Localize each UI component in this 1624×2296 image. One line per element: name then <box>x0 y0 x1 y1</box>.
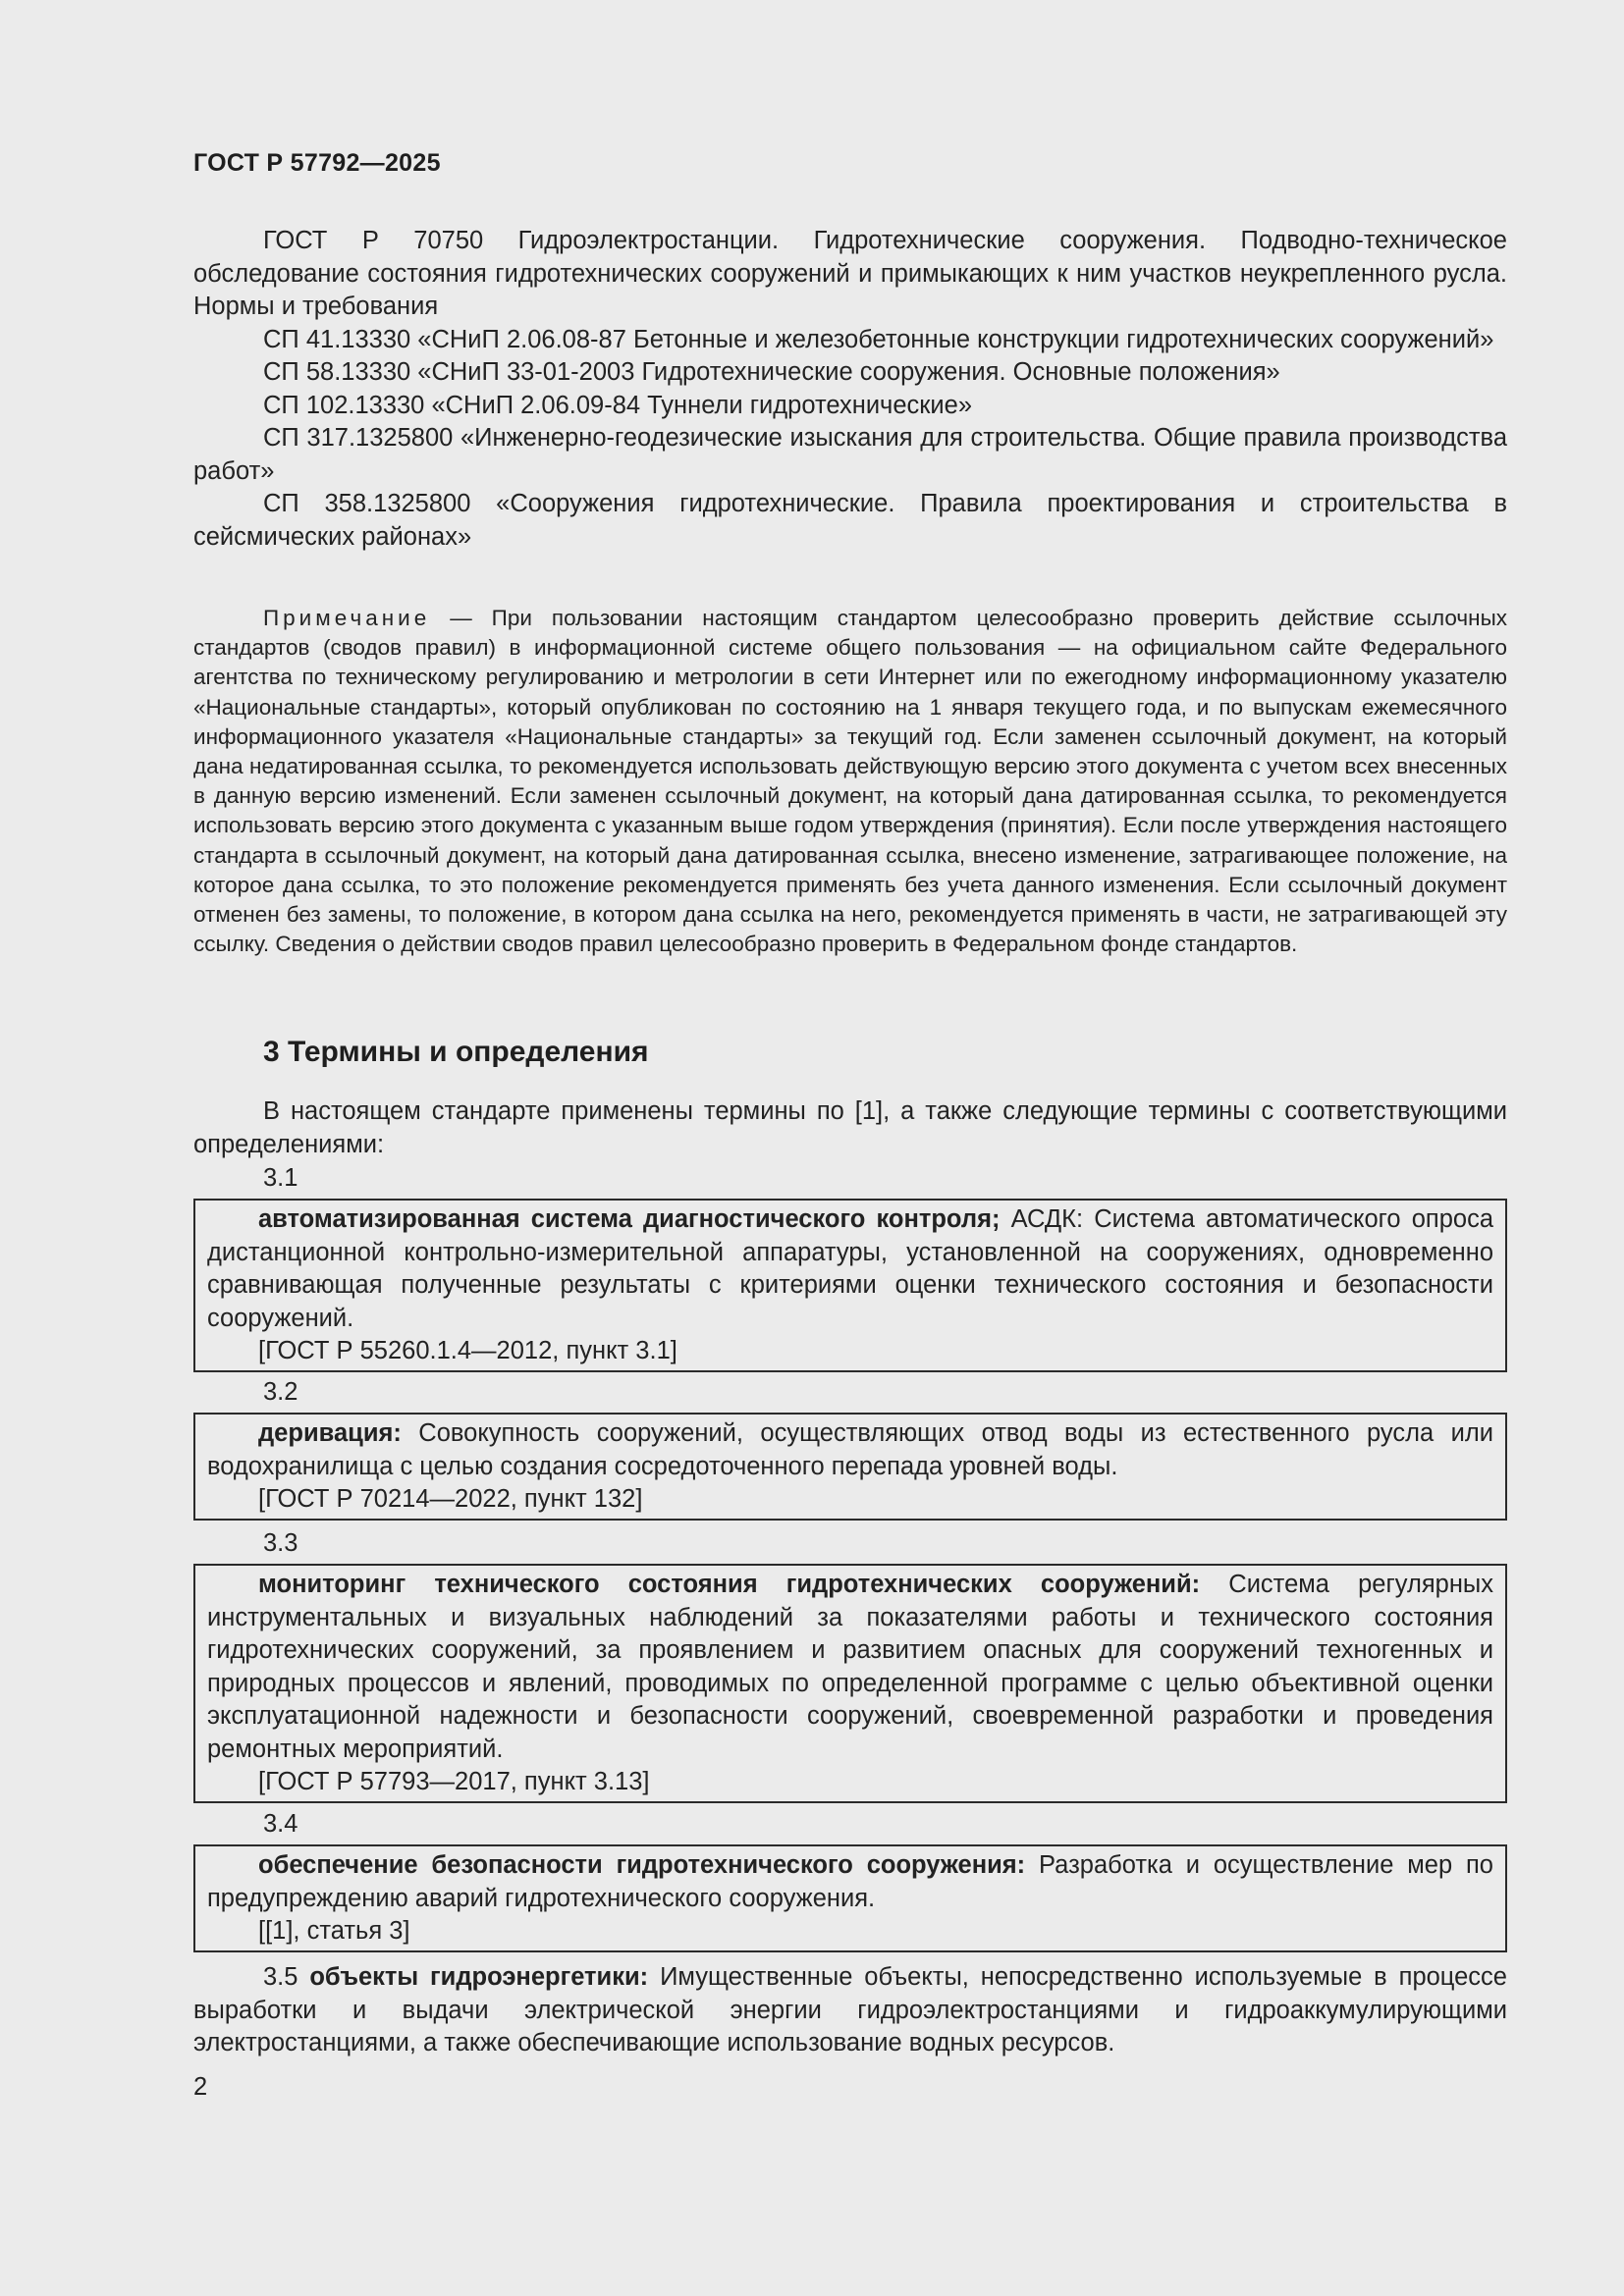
term-box <box>193 1564 1507 1803</box>
term-text: Совокупность сооружений, осуществляющих отвод воды из естественного русла или водохранилища с целью создания сосредоточенного перепада уровней воды. <box>207 1419 1493 1480</box>
term-name: объекты гидроэнергетики: <box>309 1963 649 1991</box>
reference-item: СП 358.1325800 «Сооружения гидротехнические. Правила проектирования и строительства в сейсмических районах» <box>193 490 1507 551</box>
term-text: АСДК: Система автоматического опроса дистанционной контрольно-измерительной аппаратуры, установленной на сооружениях, одновременно сравнивающая полученные результаты с критериями оценки технического состояния и безопасности сооружений. <box>207 1205 1493 1332</box>
term-source: [[1], статья 3] <box>258 1917 410 1945</box>
term-definition <box>207 1569 1493 1766</box>
term-unboxed <box>193 1961 1507 2060</box>
term-definition <box>207 1417 1493 1483</box>
term-box <box>193 1199 1507 1372</box>
term-text: Разработка и осуществление мер по предупреждению аварий гидротехнического сооружения. <box>207 1851 1493 1912</box>
note-text: — При пользовании настоящим стандартом целесообразно проверить действие ссылочных стандартов (сводов правил) в информационной системе общего пользования — на официальном сайте Федерального агентства по техническому регулированию и метрологии в сети Интернет или по ежегодному информационному указателю «Национальные стандарты», который опубликован по состоянию на 1 января текущего года, и по выпускам ежемесячного информационного указателя «Национальные стандарты» за текущий год. Если заменен ссылочный документ, на который дана недатированная ссылка, то рекомендуется использовать действующую версию этого документа с учетом всех внесенных в данную версию изменений. Если заменен ссылочный документ, на который дана датированная ссылка, то рекомендуется использовать версию этого документа с указанным выше годом утверждения (принятия). Если после утверждения настоящего стандарта в ссылочный документ, на который дана датированная ссылка, внесено изменение, затрагивающее положение, на которое дана ссылка, то это положение рекомендуется применять без учета данного изменения. Если ссылочный документ отменен без замены, то положение, в котором дана ссылка на него, рекомендуется применять в части, не затрагивающей эту ссылку. Сведения о действии сводов правил целесообразно проверить в Федеральном фонде стандартов. <box>193 606 1507 957</box>
document-header: ГОСТ Р 57792—2025 <box>193 149 441 177</box>
reference-item: СП 102.13330 «СНиП 2.06.09-84 Туннели гидротехнические» <box>263 391 973 419</box>
term-source: [ГОСТ Р 70214—2022, пункт 132] <box>258 1485 643 1513</box>
reference-item: СП 317.1325800 «Инженерно-геодезические изыскания для строительства. Общие правила производства работ» <box>193 424 1507 485</box>
term-source: [ГОСТ Р 55260.1.4—2012, пункт 3.1] <box>258 1337 677 1364</box>
normative-references <box>193 225 1507 554</box>
term-text: Система регулярных инструментальных и визуальных наблюдений за показателями работы и технического состояния гидротехнических сооружений, за проявлением и развитием опасных для сооружений техногенных и природных процессов и явлений, проводимых по определенной программе с целью объективной оценки эксплуатационной надежности и безопасности сооружений, своевременной разработки и проведения ремонтных мероприятий. <box>207 1571 1493 1763</box>
term-number: 3.1 <box>263 1164 298 1192</box>
term-definition <box>207 1203 1493 1335</box>
note-paragraph <box>193 604 1507 959</box>
term-name: мониторинг технического состояния гидротехнических сооружений: <box>258 1571 1201 1598</box>
term-number: 3.4 <box>263 1810 298 1838</box>
term-name: деривация: <box>258 1419 402 1447</box>
page-number: 2 <box>193 2073 208 2101</box>
term-name: обеспечение безопасности гидротехнического сооружения: <box>258 1851 1026 1879</box>
reference-item: СП 41.13330 «СНиП 2.06.08-87 Бетонные и железобетонные конструкции гидротехнических сооружений» <box>263 325 1494 353</box>
term-source: [ГОСТ Р 57793—2017, пункт 3.13] <box>258 1768 650 1795</box>
reference-item: СП 58.13330 «СНиП 33-01-2003 Гидротехнические сооружения. Основные положения» <box>263 358 1280 386</box>
note-block <box>193 604 1507 959</box>
term-name: автоматизированная система диагностического контроля; <box>258 1205 1001 1233</box>
intro-paragraph: В настоящем стандарте применены термины по [1], а также следующие термины с соответствующими определениями: <box>193 1097 1507 1158</box>
section-title: 3 Термины и определения <box>263 1036 649 1068</box>
term-number: 3.3 <box>263 1529 298 1557</box>
term-box <box>193 1844 1507 1952</box>
section-intro <box>193 1095 1507 1161</box>
term-number: 3.2 <box>263 1378 298 1406</box>
term-number: 3.5 <box>263 1963 298 1991</box>
term-box <box>193 1413 1507 1521</box>
term-text: Имущественные объекты, непосредственно используемые в процессе выработки и выдачи электрической энергии гидроэлектростанциями и гидроаккумулирующими электростанциями, а также обеспечивающие использование водных ресурсов. <box>193 1963 1507 2056</box>
term-definition <box>207 1849 1493 1915</box>
note-label: Примечание <box>263 606 431 630</box>
reference-item: ГОСТ Р 70750 Гидроэлектростанции. Гидротехнические сооружения. Подводно-техническое обследование состояния гидротехнических сооружений и примыкающих к ним участков неукрепленного русла. Нормы и требования <box>193 227 1507 320</box>
term-definition <box>193 1961 1507 2060</box>
